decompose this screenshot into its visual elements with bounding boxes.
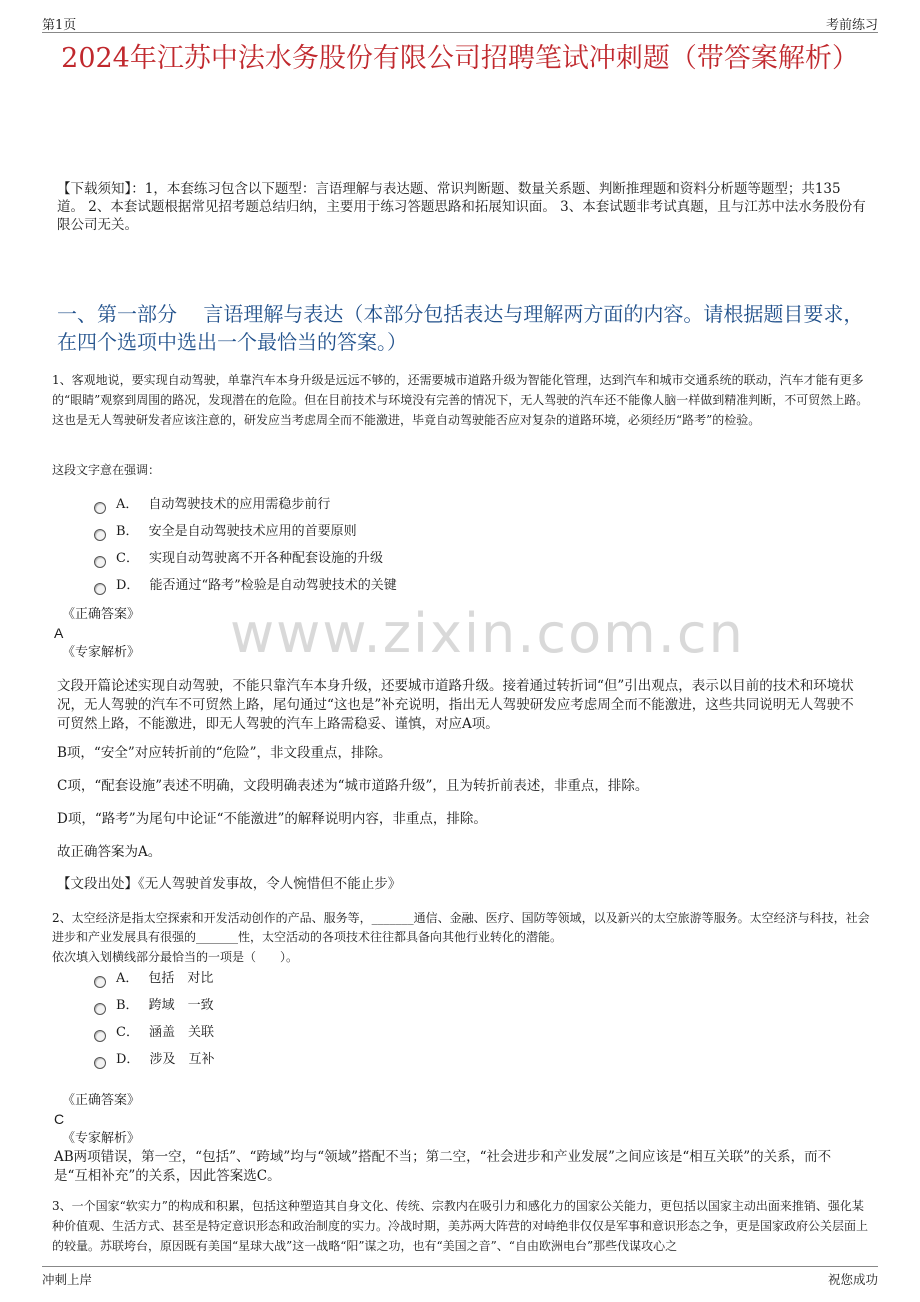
option-text: 安全是自动驾驶技术应用的首要原则: [148, 524, 357, 539]
option-letter: B．: [116, 998, 139, 1013]
q2-option-b[interactable]: [94, 997, 214, 1015]
q2-option-d[interactable]: [94, 1051, 214, 1069]
radio-icon[interactable]: [94, 976, 106, 988]
option-text: 跨域 一致: [148, 998, 214, 1013]
option-text: 能否通过“路考”检验是自动驾驶技术的关键: [149, 578, 397, 593]
page-number: 第1页: [42, 18, 77, 33]
radio-icon[interactable]: [94, 1057, 106, 1069]
section-heading: 一、第一部分 言语理解与表达（本部分包括表达与理解两方面的内容。请根据题目要求，在四个选项中选出一个最恰当的答案。）: [57, 302, 864, 354]
document-title: 2024年江苏中法水务股份有限公司招聘笔试冲刺题（带答案解析）: [61, 43, 859, 74]
radio-icon[interactable]: [94, 529, 106, 541]
radio-icon[interactable]: [94, 502, 106, 514]
watermark: www.zixin.com.cn: [230, 602, 745, 665]
radio-icon[interactable]: [94, 583, 106, 595]
footer-right: 祝您成功: [827, 1272, 878, 1287]
option-text: 实现自动驾驶离不开各种配套设施的升级: [148, 551, 383, 566]
q1-answer-label: 《正确答案》: [62, 607, 141, 622]
option-letter: C．: [116, 551, 139, 566]
q1-option-a[interactable]: [94, 496, 330, 514]
question-3-text: 3、一个国家“软实力”的构成和积累，包括这种塑造其自身文化、传统、宗教内在吸引力和感化力的国家公关能力，更包括以国家主动出面来推销、强化某种价值观、生活方式、甚至是特定意识形态和政治制度的实力。冷战时期，美苏两大阵营的对峙绝非仅仅是军事和意识形态之争，更是国家政府公关层面上的较量。苏联垮台，原因既有美国“星球大战”这一战略“阳”谋之功，也有“美国之音”、“自由欧洲电台”那些伐谋攻心之: [52, 1199, 869, 1253]
q1-analysis-paragraph: D项，“路考”为尾句中论证“不能激进”的解释说明内容，非重点，排除。: [57, 811, 487, 827]
q1-option-b[interactable]: [94, 523, 357, 541]
q1-analysis-paragraph: C项，“配套设施”表述不明确，文段明确表述为“城市道路升级”，且为转折前表述，非重点，排除。: [57, 778, 649, 794]
q1-answer: A: [54, 625, 64, 641]
question-1-text: 1、客观地说，要实现自动驾驶，单靠汽车本身升级是远远不够的，还需要城市道路升级为智能化管理，达到汽车和城市交通系统的联动，汽车才能有更多的“眼睛”观察到周围的路况，发现潜在的危险。但在目前技术与环境没有完善的情况下，无人驾驶的汽车还不能像人脑一样做到精准判断，不可贸然上路。这也是无人驾驶研发者应该注意的，研发应当考虑周全而不能激进，毕竟自动驾驶能否应对复杂的道路环境，必须经历“路考”的检验。: [52, 373, 869, 427]
q1-option-c[interactable]: [94, 550, 383, 568]
header-divider: [42, 32, 878, 33]
question-2-text: 2、太空经济是指太空探索和开发活动创作的产品、服务等，_______通信、金融、医疗、国防等领域，以及新兴的太空旅游等服务。太空经济与科技，社会进步和产业发展具有很强的_______性，太空活动的各项技术往往都具备向其他行业转化的潜能。: [52, 911, 870, 944]
q1-source: 【文段出处】《无人驾驶首发事故，令人惋惜但不能止步》: [57, 876, 402, 892]
option-text: 涵盖 关联: [148, 1025, 214, 1040]
header-tag: 考前练习: [825, 18, 878, 33]
q1-conclusion: 故正确答案为A。: [57, 844, 162, 860]
option-letter: D．: [116, 1052, 140, 1067]
q1-analysis-paragraph: 文段开篇论述实现自动驾驶，不能只靠汽车本身升级，还要城市道路升级。接着通过转折词“但”引出观点，表示以目前的技术和环境状况，无人驾驶的汽车不可贸然上路，尾句通过“这也是”补充说明，指出无人驾驶研发应考虑周全而不能激进，这些共同说明无人驾驶不可贸然上路，不能激进，即无人驾驶的汽车上路需稳妥、谨慎，对应A项。: [57, 678, 854, 732]
option-text: 包括 对比: [148, 971, 214, 986]
q2-answer: C: [54, 1111, 65, 1127]
q1-option-d[interactable]: [94, 577, 397, 595]
download-notice: 【下载须知】：1，本套练习包含以下题型：言语理解与表达题、常识判断题、数量关系题、判断推理题和资料分析题等题型；共135道。 2、本套试题根据常见招考题总结归纳，主要用于练习答题思路和拓展知识面。 3、本套试题非考试真题，且与江苏中法水务股份有限公司无关。: [57, 181, 866, 233]
radio-icon[interactable]: [94, 1003, 106, 1015]
option-letter: C．: [116, 1025, 139, 1040]
option-letter: B．: [116, 524, 139, 539]
radio-icon[interactable]: [94, 1030, 106, 1042]
option-letter: D．: [116, 578, 140, 593]
option-text: 自动驾驶技术的应用需稳步前行: [148, 497, 331, 512]
q2-option-c[interactable]: [94, 1024, 214, 1042]
question-2-stem: 依次填入划横线部分最恰当的一项是（ ）。: [52, 950, 299, 964]
q2-answer-label: 《正确答案》: [62, 1093, 141, 1108]
q2-option-a[interactable]: [94, 970, 213, 988]
radio-icon[interactable]: [94, 556, 106, 568]
option-letter: A．: [116, 497, 139, 512]
option-letter: A．: [116, 971, 139, 986]
footer-divider: [42, 1266, 878, 1267]
question-1-stem: 这段文字意在强调：: [52, 463, 161, 477]
option-text: 涉及 互补: [149, 1052, 215, 1067]
q2-analysis: AB两项错误，第一空，“包括”、“跨域”均与“领域”搭配不当；第二空，“社会进步和产业发展”之间应该是“相互关联”的关系，而不是“互相补充”的关系，因此答案选C。: [54, 1149, 832, 1184]
footer-left: 冲刺上岸: [42, 1272, 93, 1287]
q1-analysis-paragraph: B项，“安全”对应转折前的“危险”，非文段重点，排除。: [57, 745, 392, 761]
q1-analysis-label: 《专家解析》: [62, 645, 141, 660]
q2-analysis-label: 《专家解析》: [62, 1131, 141, 1146]
